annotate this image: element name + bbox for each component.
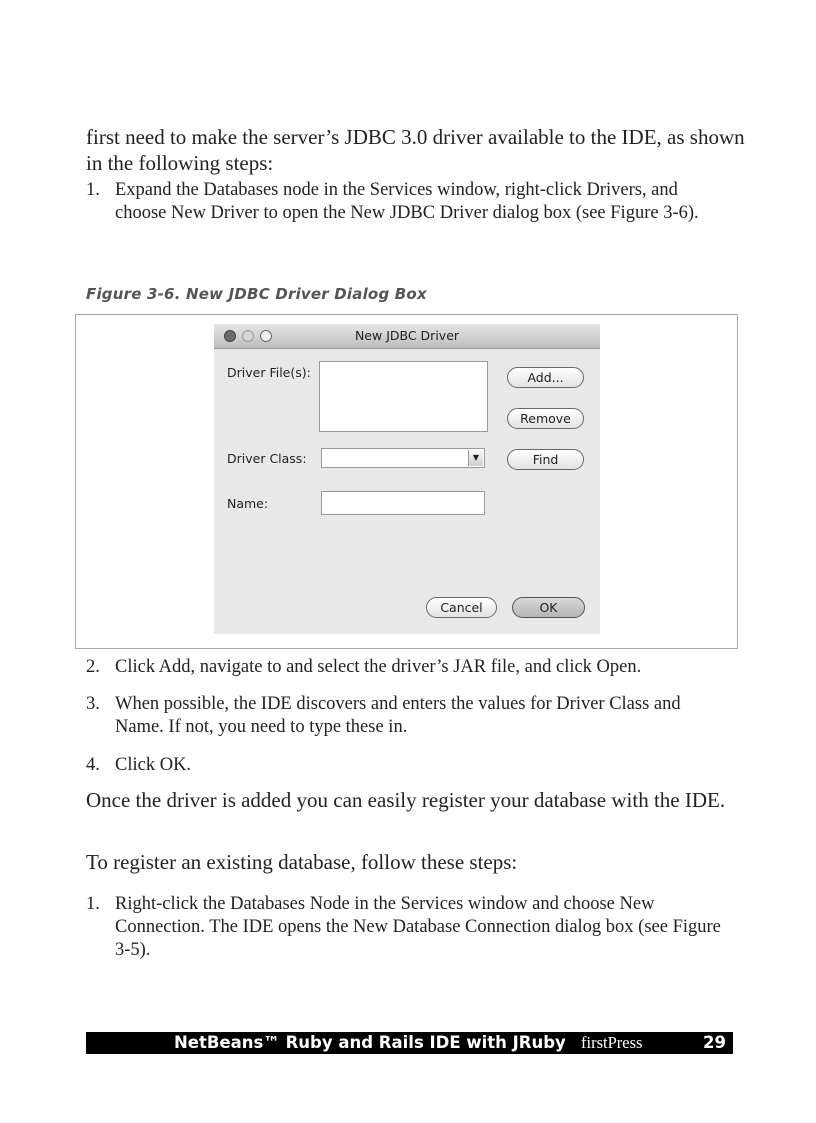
publisher-brand: firstPress <box>581 1033 643 1052</box>
chevron-down-icon[interactable]: ▼ <box>468 450 483 466</box>
step-text: Right-click the Databases Node in the Services window and choose New Connection. The IDE opens the New Database Connection dialog box (see Figure 3-5). <box>115 894 721 960</box>
step-number: 1. <box>86 180 100 200</box>
step-item <box>86 693 726 739</box>
page-number: 29 <box>703 1033 726 1052</box>
cancel-button[interactable]: Cancel <box>426 597 497 618</box>
dialog-titlebar[interactable] <box>214 324 600 349</box>
driver-files-list[interactable] <box>319 361 488 432</box>
paragraph-driver-added: Once the driver is added you can easily register your database with the IDE. <box>86 788 726 812</box>
remove-button[interactable]: Remove <box>507 408 584 429</box>
name-input[interactable] <box>321 491 485 515</box>
step-number: 4. <box>86 755 100 775</box>
ok-button[interactable]: OK <box>512 597 585 618</box>
driver-files-label: Driver File(s): <box>227 365 311 380</box>
step-number: 3. <box>86 694 100 714</box>
figure-caption: Figure 3-6. New JDBC Driver Dialog Box <box>86 285 427 303</box>
step-item <box>86 893 726 962</box>
dialog-title: New JDBC Driver <box>354 328 460 343</box>
driver-class-label: Driver Class: <box>227 451 307 466</box>
step-item <box>86 656 726 679</box>
step-item <box>86 754 726 777</box>
step-text: Click OK. <box>115 755 192 775</box>
step-text: Expand the Databases node in the Services window, right-click Drivers, and choose New Driver to open the New JDBC Driver dialog box (see Figure 3-6). <box>115 180 699 223</box>
new-jdbc-driver-dialog <box>214 324 600 634</box>
step-text: Click Add, navigate to and select the driver’s JAR file, and click Open. <box>115 657 642 677</box>
step-text: When possible, the IDE discovers and enters the values for Driver Class and Name. If not, you need to type these in. <box>115 694 681 737</box>
book-title: NetBeans™ Ruby and Rails IDE with JRuby <box>174 1033 566 1052</box>
step-item <box>86 179 726 225</box>
page-footer <box>86 1032 733 1054</box>
step-number: 2. <box>86 657 100 677</box>
driver-class-select[interactable] <box>321 448 485 468</box>
intro-paragraph: first need to make the server’s JDBC 3.0 driver available to the IDE, as shown in the following steps: <box>86 125 745 175</box>
add-button[interactable]: Add... <box>507 367 584 388</box>
step-number: 1. <box>86 894 100 914</box>
name-label: Name: <box>227 496 269 511</box>
find-button[interactable]: Find <box>507 449 584 470</box>
paragraph-register: To register an existing database, follow these steps: <box>86 850 518 874</box>
